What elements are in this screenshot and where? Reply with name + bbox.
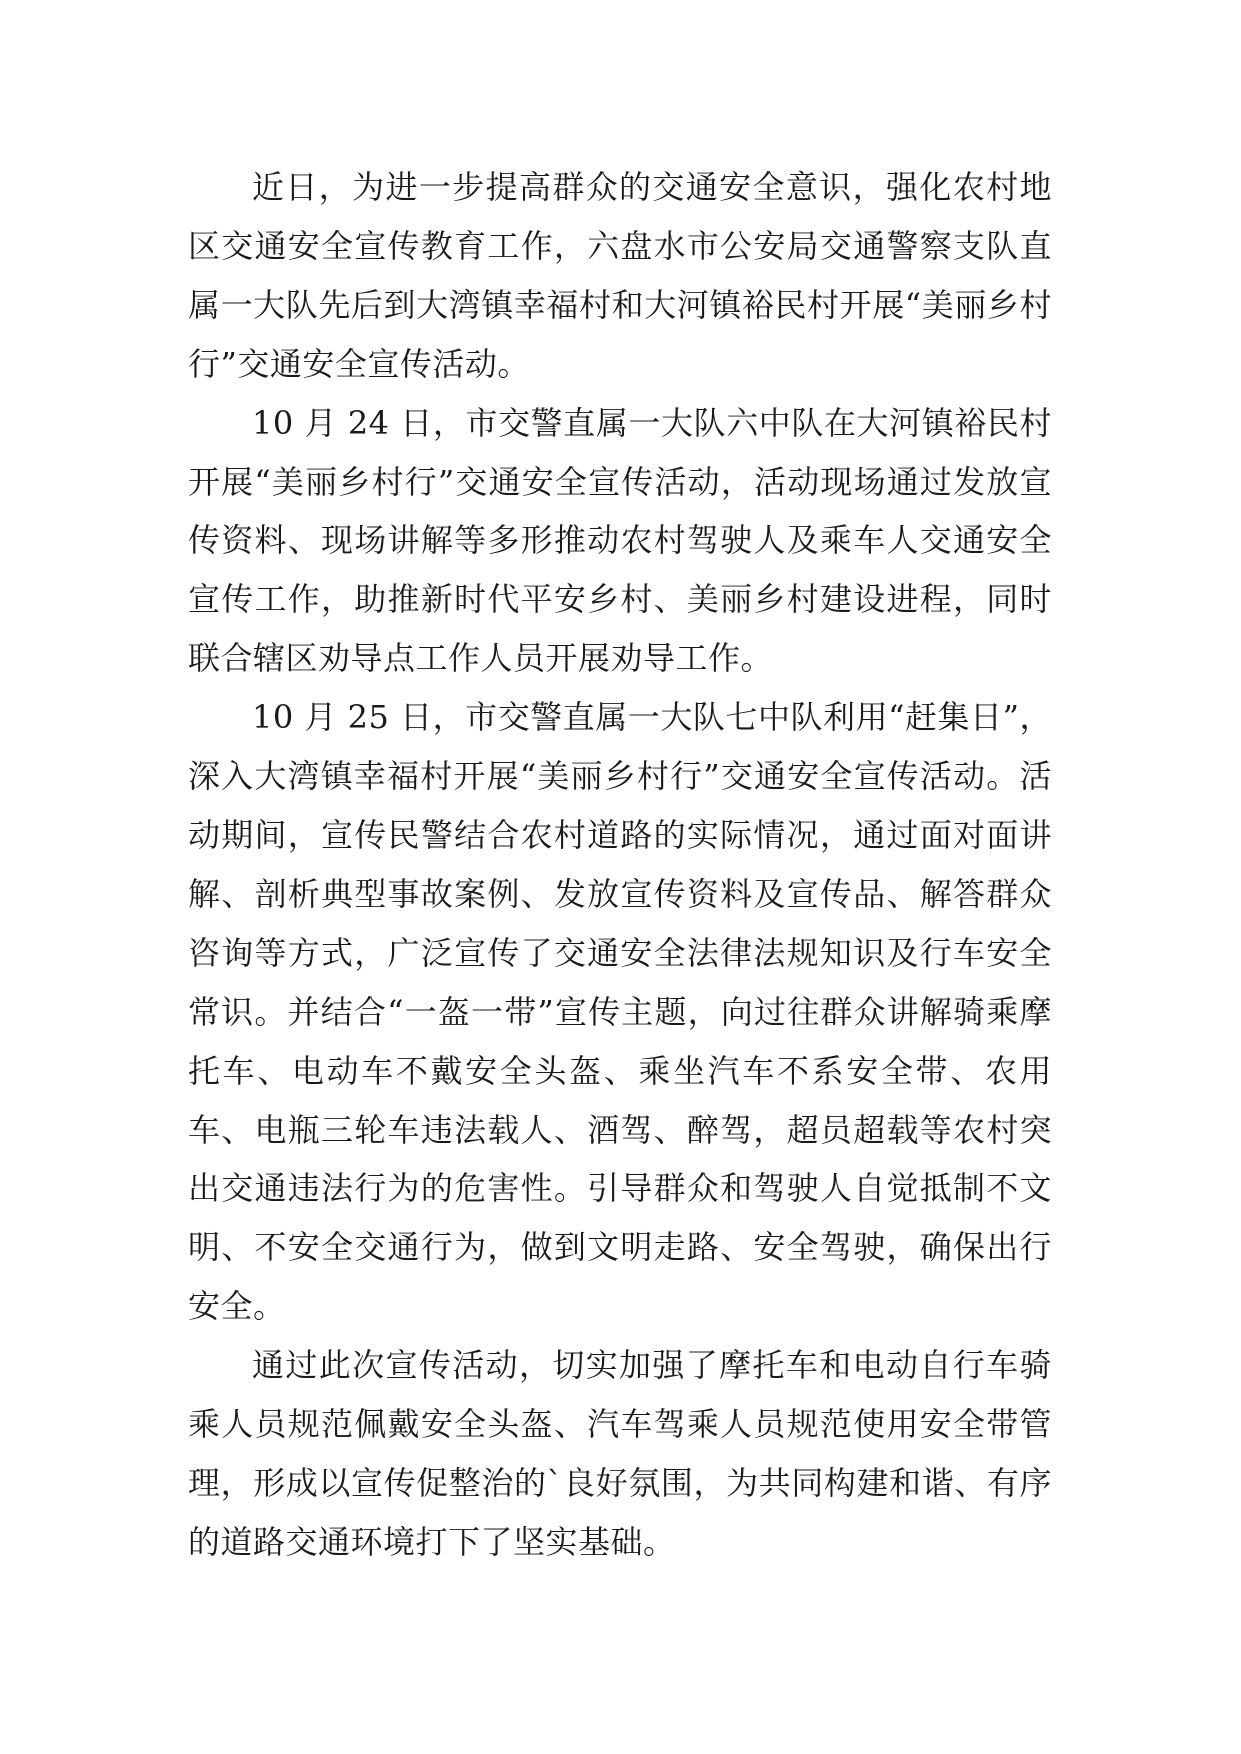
paragraph-conclusion: 通过此次宣传活动，切实加强了摩托车和电动自行车骑乘人员规范佩戴安全头盔、汽车驾乘人员规范使用安全带管理，形成以宣传促整治的`良好氛围，为共同构建和谐、有序的道路交通环境打下了坚实基础。 bbox=[188, 1346, 1052, 1561]
article-body bbox=[188, 158, 1052, 1572]
paragraph-oct-25: 10 月 25 日，市交警直属一大队七中队利用“赶集日”，深入大湾镇幸福村开展“美丽乡村行”交通安全宣传活动。活动期间，宣传民警结合农村道路的实际情况，通过面对面讲解、剖析典型事故案例、发放宣传资料及宣传品、解答群众咨询等方式，广泛宣传了交通安全法律法规知识及行车安全常识。并结合“一盔一带”宣传主题，向过往群众讲解骑乘摩托车、电动车不戴安全头盔、乘坐汽车不系安全带、农用车、电瓶三轮车违法载人、酒驾、醉驾，超员超载等农村突出交通违法行为的危害性。引导群众和驾驶人自觉抵制不文明、不安全交通行为，做到文明走路、安全驾驶，确保出行安全。 bbox=[188, 698, 1052, 1326]
paragraph-oct-24: 10 月 24 日，市交警直属一大队六中队在大河镇裕民村开展“美丽乡村行”交通安全宣传活动，活动现场通过发放宣传资料、现场讲解等多形推动农村驾驶人及乘车人交通安全宣传工作，助推新时代平安乡村、美丽乡村建设进程，同时联合辖区劝导点工作人员开展劝导工作。 bbox=[188, 403, 1052, 678]
paragraph-intro: 近日，为进一步提高群众的交通安全意识，强化农村地区交通安全宣传教育工作，六盘水市公安局交通警察支队直属一大队先后到大湾镇幸福村和大河镇裕民村开展“美丽乡村行”交通安全宣传活动。 bbox=[188, 168, 1052, 383]
